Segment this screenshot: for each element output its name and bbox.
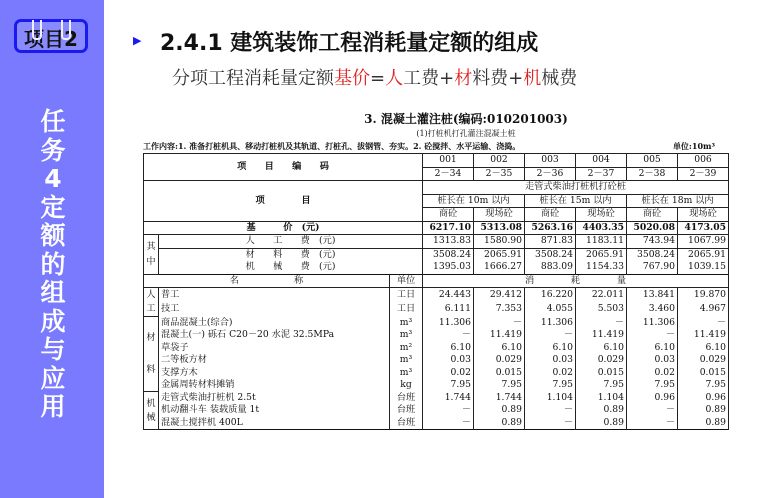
table-row [144, 221, 729, 235]
table-cell: 0.02 [423, 367, 474, 380]
table-cell: 1183.11 [576, 235, 627, 249]
table-row [144, 417, 729, 430]
table-cell: 1313.83 [423, 235, 474, 249]
project-badge [14, 19, 88, 53]
table-cell: 走管式柴油打桩机打砼桩 [423, 181, 729, 195]
table-cell: － [423, 417, 474, 430]
table-cell: 006 [678, 154, 729, 168]
table-cell: 2－34 [423, 167, 474, 181]
slide-title: 2.4.1 建筑装饰工程消耗量定额的组成 [160, 31, 539, 56]
scanned-quota-table [143, 110, 729, 430]
table-row [144, 342, 729, 355]
table-cell: 7.95 [627, 379, 678, 392]
formula-part: 分项工程消耗量定额 [172, 68, 334, 89]
table-cell: 混凝土(一) 砾石 C20－20 水泥 32.5MPa [159, 329, 390, 342]
table-cell: 5.503 [576, 302, 627, 316]
table-cell: 7.95 [576, 379, 627, 392]
table-cell: 0.89 [474, 404, 525, 417]
table-cell: 3508.24 [423, 248, 474, 261]
formula-part: 人 [385, 68, 404, 89]
vertical-title-char: 任 [40, 107, 66, 136]
sidebar [0, 0, 104, 498]
formula-part: 基价 [334, 68, 370, 89]
table-cell: m³ [390, 317, 423, 330]
table-cell: － [423, 404, 474, 417]
table-cell: 4.967 [678, 302, 729, 316]
table-cell: － [627, 329, 678, 342]
table-row [144, 317, 729, 330]
table-cell: m² [390, 342, 423, 355]
table-cell: 普工 [159, 288, 390, 303]
table-cell: － [474, 317, 525, 330]
table-cell: kg [390, 379, 423, 392]
table-cell: 基 价 (元) [144, 221, 423, 235]
table-cell: 桩长在 18m 以内 [627, 194, 729, 208]
vertical-title-char: 务 [40, 135, 66, 165]
table-cell: 6.111 [423, 302, 474, 316]
table-row [144, 404, 729, 417]
formula-part: 工费+ [403, 68, 455, 89]
vertical-title-char: 与 [40, 335, 66, 364]
formula-line [172, 64, 577, 90]
table-cell: 7.95 [678, 379, 729, 392]
table-cell: 0.89 [576, 417, 627, 430]
table-cell: 11.306 [423, 317, 474, 330]
table-cell: 单位 [390, 274, 423, 288]
table-row [144, 261, 729, 274]
table-cell: 消 耗 量 [423, 274, 729, 288]
table-cell: 11.419 [576, 329, 627, 342]
doc-subtitle: (1)打桩机打孔灌注混凝土桩 [416, 129, 516, 138]
table-row [144, 274, 729, 288]
binder-ring-icon [32, 20, 42, 40]
table-cell: 005 [627, 154, 678, 168]
table-cell: 人工 [144, 288, 159, 317]
table-cell: 二等板方材 [159, 354, 390, 367]
table-cell: 0.03 [627, 354, 678, 367]
table-cell: 6.10 [525, 342, 576, 355]
binder-ring-icon [61, 20, 71, 40]
table-cell: 现场砼 [576, 208, 627, 222]
table-cell: 0.015 [678, 367, 729, 380]
formula-part: 料费+ [472, 68, 524, 89]
table-cell: 5020.08 [627, 221, 678, 235]
table-cell: 7.95 [423, 379, 474, 392]
vertical-title-char: 用 [40, 392, 66, 421]
table-cell: 项 目 [144, 181, 423, 222]
table-cell: 1.744 [474, 392, 525, 405]
table-cell: 001 [423, 154, 474, 168]
work-content: 工作内容:1. 准备打桩机具、移动打桩机及其轨道、打桩孔、拔钢管、夯实。2. 砼搅拌、水平运输、浇捣。 [143, 141, 521, 151]
table-cell: 4403.35 [576, 221, 627, 235]
table-cell: 7.95 [474, 379, 525, 392]
table-cell: 2065.91 [576, 248, 627, 261]
table-cell: 5263.16 [525, 221, 576, 235]
table-cell: 名 称 [144, 274, 390, 288]
table-cell: － [525, 404, 576, 417]
table-row [144, 379, 729, 392]
table-cell: 11.419 [678, 329, 729, 342]
table-cell: － [576, 317, 627, 330]
table-cell: 2－35 [474, 167, 525, 181]
table-cell: 2065.91 [474, 248, 525, 261]
table-cell: 2－39 [678, 167, 729, 181]
table-cell: 3508.24 [525, 248, 576, 261]
table-cell: 3508.24 [627, 248, 678, 261]
table-cell: 6.10 [423, 342, 474, 355]
table-cell: 1580.90 [474, 235, 525, 249]
project-badge-label: 项目2 [24, 27, 78, 51]
table-cell: 1.744 [423, 392, 474, 405]
table-cell: 机械 [144, 392, 159, 430]
table-cell: 6.10 [627, 342, 678, 355]
table-cell: 11.306 [627, 317, 678, 330]
table-cell: 混凝土搅拌机 400L [159, 417, 390, 430]
table-row [144, 302, 729, 316]
table-cell: 1666.27 [474, 261, 525, 274]
table-row [144, 248, 729, 261]
bullet-triangle-icon: ▶ [133, 34, 142, 47]
table-cell: 0.89 [678, 404, 729, 417]
table-cell: 台班 [390, 392, 423, 405]
table-cell: 4173.05 [678, 221, 729, 235]
table-cell: 0.015 [474, 367, 525, 380]
table-row [144, 235, 729, 249]
table-cell: 商砼 [627, 208, 678, 222]
table-cell: 22.011 [576, 288, 627, 303]
table-cell: 7.95 [525, 379, 576, 392]
table-cell: 0.02 [525, 367, 576, 380]
table-cell: 29.412 [474, 288, 525, 303]
table-cell: 商砼 [525, 208, 576, 222]
table-cell: 材 料 费 (元) [159, 248, 423, 261]
table-cell: 0.96 [678, 392, 729, 405]
table-cell: 11.419 [474, 329, 525, 342]
table-cell: 1.104 [576, 392, 627, 405]
table-cell: m³ [390, 367, 423, 380]
table-cell: 883.09 [525, 261, 576, 274]
table-cell: 24.443 [423, 288, 474, 303]
table-row [144, 181, 729, 195]
table-cell: 金属周转材料摊销 [159, 379, 390, 392]
table-cell: 6.10 [474, 342, 525, 355]
table-cell: 2－36 [525, 167, 576, 181]
table-cell: 材料 [144, 317, 159, 392]
table-cell: 机动翻斗车 装载质量 1t [159, 404, 390, 417]
vertical-title-char: 定 [40, 192, 66, 222]
table-cell: 人 工 费 (元) [159, 235, 423, 249]
table-cell: － [525, 329, 576, 342]
table-cell: 0.03 [525, 354, 576, 367]
table-row [144, 154, 729, 168]
table-cell: 工日 [390, 302, 423, 316]
table-cell: 767.90 [627, 261, 678, 274]
table-cell: 5313.08 [474, 221, 525, 235]
table-cell: m³ [390, 329, 423, 342]
table-cell: 商砼 [423, 208, 474, 222]
table-cell: 1067.99 [678, 235, 729, 249]
table-cell: 桩长在 10m 以内 [423, 194, 525, 208]
table-cell: － [627, 404, 678, 417]
unit-note: 单位:10m³ [672, 141, 715, 151]
vertical-title-char: 的 [40, 249, 66, 279]
table-cell: 项 目 编 码 [144, 154, 423, 181]
table-cell: 机 械 费 (元) [159, 261, 423, 274]
table-cell: 004 [576, 154, 627, 168]
table-cell: 现场砼 [474, 208, 525, 222]
table-row [144, 354, 729, 367]
formula-part: 材 [454, 68, 473, 89]
table-cell: 商品混凝土(综合) [159, 317, 390, 330]
table-cell: 1395.03 [423, 261, 474, 274]
table-cell: m³ [390, 354, 423, 367]
table-cell: 3.460 [627, 302, 678, 316]
table-cell: 支撑方木 [159, 367, 390, 380]
table-cell: 走管式柴油打桩机 2.5t [159, 392, 390, 405]
vertical-title-char: 应 [40, 363, 66, 393]
table-cell: 0.96 [627, 392, 678, 405]
table-cell: 0.02 [627, 367, 678, 380]
table-cell: 台班 [390, 417, 423, 430]
table-cell: 003 [525, 154, 576, 168]
vertical-title-char: 额 [40, 221, 66, 250]
table-cell: 11.306 [525, 317, 576, 330]
table-cell: 002 [474, 154, 525, 168]
table-cell: 1154.33 [576, 261, 627, 274]
table-cell: 13.841 [627, 288, 678, 303]
table-row [144, 367, 729, 380]
vertical-title-char: 组 [40, 278, 66, 307]
table-cell: 桩长在 15m 以内 [525, 194, 627, 208]
table-cell: 7.353 [474, 302, 525, 316]
table-cell: 19.870 [678, 288, 729, 303]
table-cell: 4.055 [525, 302, 576, 316]
table-cell: 2－37 [576, 167, 627, 181]
table-cell: 0.029 [576, 354, 627, 367]
table-cell: － [678, 317, 729, 330]
table-cell: 0.029 [474, 354, 525, 367]
table-cell: 0.89 [576, 404, 627, 417]
vertical-title-char: 4 [44, 164, 62, 193]
table-cell: 1.104 [525, 392, 576, 405]
table-cell: 0.89 [474, 417, 525, 430]
table-cell: － [423, 329, 474, 342]
table-cell: 其中 [144, 235, 159, 275]
table-row [144, 392, 729, 405]
formula-part: = [370, 68, 386, 89]
table-cell: － [627, 417, 678, 430]
table-row [144, 288, 729, 303]
table-cell: 草袋子 [159, 342, 390, 355]
table-cell: 6.10 [576, 342, 627, 355]
table-cell: 6.10 [678, 342, 729, 355]
quota-table [143, 153, 729, 430]
table-cell: 台班 [390, 404, 423, 417]
table-cell: 技工 [159, 302, 390, 316]
table-cell: 工日 [390, 288, 423, 303]
table-cell: 871.83 [525, 235, 576, 249]
doc-title: 3. 混凝土灌注桩(编码:010201003) [364, 112, 568, 126]
table-cell: 2065.91 [678, 248, 729, 261]
vertical-title-char: 成 [40, 306, 66, 336]
table-row [144, 329, 729, 342]
formula-part: 机 [523, 68, 542, 89]
section-vertical-title [38, 108, 68, 422]
table-cell: 6217.10 [423, 221, 474, 235]
formula-part: 械费 [541, 68, 578, 89]
table-cell: 0.029 [678, 354, 729, 367]
table-cell: 743.94 [627, 235, 678, 249]
table-cell: 16.220 [525, 288, 576, 303]
table-cell: 2－38 [627, 167, 678, 181]
table-cell: 现场砼 [678, 208, 729, 222]
table-cell: 0.89 [678, 417, 729, 430]
table-cell: 1039.15 [678, 261, 729, 274]
table-cell: 0.015 [576, 367, 627, 380]
table-cell: － [525, 417, 576, 430]
table-cell: 0.03 [423, 354, 474, 367]
